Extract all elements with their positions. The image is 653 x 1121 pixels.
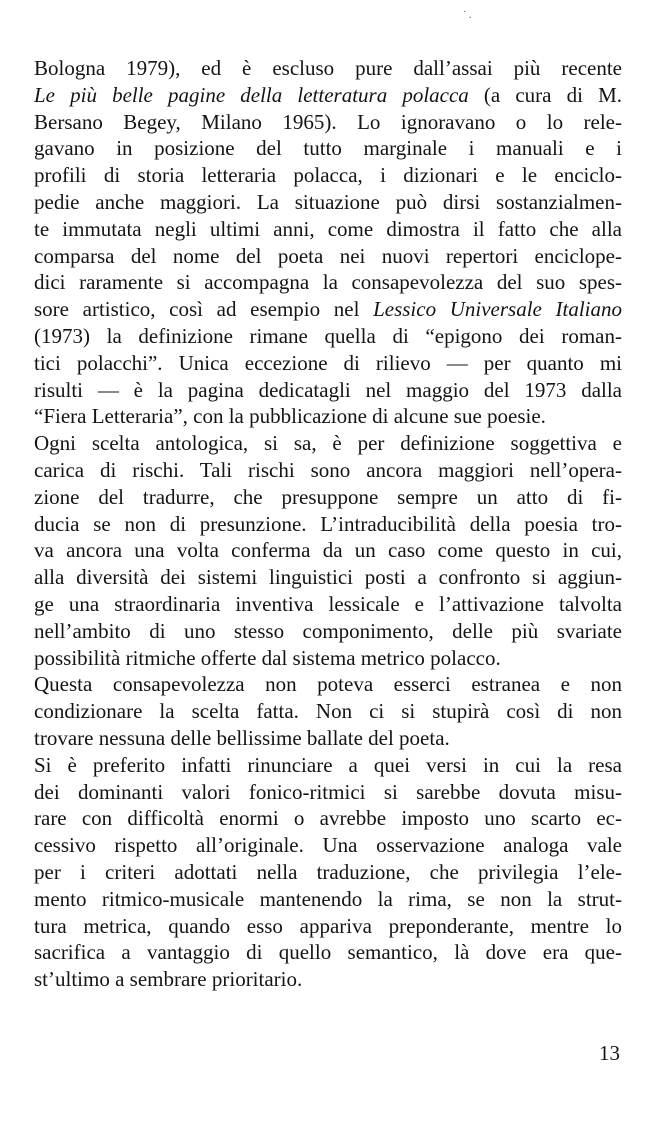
- text-segment: condizionare la scelta fatta. Non ci si stupirà così di non: [34, 699, 622, 724]
- text-segment: (a cura di M.: [468, 82, 622, 107]
- text-segment: Ogni scelta antologica, si sa, è per definizione soggettiva e: [34, 431, 622, 456]
- text-segment: ge una straordinaria inventiva lessicale e l’attivazione talvolta: [34, 591, 622, 616]
- text-segment: (1973) la definizione rimane quella di “epigono dei roman-: [34, 323, 622, 348]
- text-segment: Si è preferito infatti rinunciare a quei versi in cui la resa: [34, 752, 622, 777]
- text-line: [34, 564, 622, 591]
- text-line: [34, 645, 622, 672]
- text-segment: st’ultimo a sembrare prioritario.: [34, 967, 303, 992]
- body-text: [34, 55, 622, 993]
- text-segment: zione del tradurre, che presuppone sempre un atto di fi-: [34, 484, 622, 509]
- text-line: [34, 457, 622, 484]
- text-line: [34, 832, 622, 859]
- text-line: [34, 82, 622, 109]
- text-segment: trovare nessuna delle bellissime ballate del poeta.: [34, 725, 450, 750]
- text-line: [34, 216, 622, 243]
- text-line: [34, 135, 622, 162]
- text-line: [34, 725, 622, 752]
- text-segment: ducia se non di presunzione. L’intraducibilità della poesia tro-: [34, 511, 622, 536]
- text-line: [34, 430, 622, 457]
- text-line: [34, 752, 622, 779]
- text-line: [34, 484, 622, 511]
- text-line: [34, 323, 622, 350]
- text-segment: per i criteri adottati nella traduzione, che privilegia l’ele-: [34, 859, 622, 884]
- text-segment: tici polacchi”. Unica eccezione di rilievo — per quanto mi: [34, 350, 622, 375]
- text-segment: profili di storia letteraria polacca, i dizionari e le enciclo-: [34, 163, 622, 188]
- text-segment: cessivo rispetto all’originale. Una osservazione analoga vale: [34, 833, 622, 858]
- text-segment: rare con difficoltà enormi o avrebbe imposto uno scarto ec-: [34, 806, 622, 831]
- text-line: [34, 591, 622, 618]
- text-line: [34, 886, 622, 913]
- text-segment: Bologna 1979), ed è escluso pure dall’assai più recente: [34, 56, 622, 80]
- text-segment: Bersano Begey, Milano 1965). Lo ignoravano o lo rele-: [34, 109, 622, 134]
- text-segment: sore artistico, così ad esempio nel: [34, 297, 374, 322]
- text-line: [34, 939, 622, 966]
- text-line: [34, 537, 622, 564]
- text-line: [34, 671, 622, 698]
- print-speck: ˙ .: [463, 10, 472, 21]
- italic-title-text: Le più belle pagine della letteratura polacca: [34, 82, 469, 107]
- text-segment: te immutata negli ultimi anni, come dimostra il fatto che alla: [34, 216, 622, 241]
- text-line: [34, 403, 622, 430]
- text-segment: dei dominanti valori fonico-ritmici si sarebbe dovuta misu-: [34, 779, 622, 804]
- text-line: [34, 805, 622, 832]
- text-line: [34, 859, 622, 886]
- text-segment: risulti — è la pagina dedicatagli nel maggio del 1973 dalla: [34, 377, 622, 402]
- text-line: [34, 109, 622, 136]
- italic-title-text: Lessico Universale Italiano: [373, 297, 622, 322]
- text-segment: mento ritmico-musicale mantenendo la rima, se non la strut-: [34, 886, 622, 911]
- text-segment: Questa consapevolezza non poteva esserci estranea e non: [34, 672, 622, 697]
- text-segment: carica di rischi. Tali rischi sono ancora maggiori nell’opera-: [34, 457, 622, 482]
- text-line: [34, 189, 622, 216]
- text-line: [34, 162, 622, 189]
- text-segment: tura metrica, quando esso appariva preponderante, mentre lo: [34, 913, 622, 938]
- text-segment: va ancora una volta conferma da un caso come questo in cui,: [34, 538, 622, 563]
- text-segment: dici raramente si accompagna la consapevolezza del suo spes-: [34, 270, 622, 295]
- page-number: 13: [599, 1041, 620, 1065]
- text-segment: possibilità ritmiche offerte dal sistema metrico polacco.: [34, 645, 501, 670]
- text-segment: alla diversità dei sistemi linguistici posti a confronto si aggiun-: [34, 565, 622, 590]
- text-line: [34, 698, 622, 725]
- text-line: [34, 966, 622, 993]
- text-line: [34, 269, 622, 296]
- text-segment: sacrifica a vantaggio di quello semantico, là dove era que-: [34, 940, 622, 965]
- text-line: [34, 55, 622, 82]
- text-segment: comparsa del nome del poeta nei nuovi repertori enciclope-: [34, 243, 622, 268]
- text-line: [34, 913, 622, 940]
- text-line: [34, 779, 622, 806]
- text-line: [34, 243, 622, 270]
- text-segment: nell’ambito di uno stesso componimento, delle più svariate: [34, 618, 622, 643]
- text-line: [34, 511, 622, 538]
- text-segment: gavano in posizione del tutto marginale i manuali e i: [34, 136, 622, 161]
- text-line: [34, 377, 622, 404]
- text-line: [34, 296, 622, 323]
- text-segment: pedie anche maggiori. La situazione può dirsi sostanzialmen-: [34, 189, 622, 214]
- text-line: [34, 618, 622, 645]
- text-line: [34, 350, 622, 377]
- text-segment: “Fiera Letteraria”, con la pubblicazione di alcune sue poesie.: [34, 404, 546, 429]
